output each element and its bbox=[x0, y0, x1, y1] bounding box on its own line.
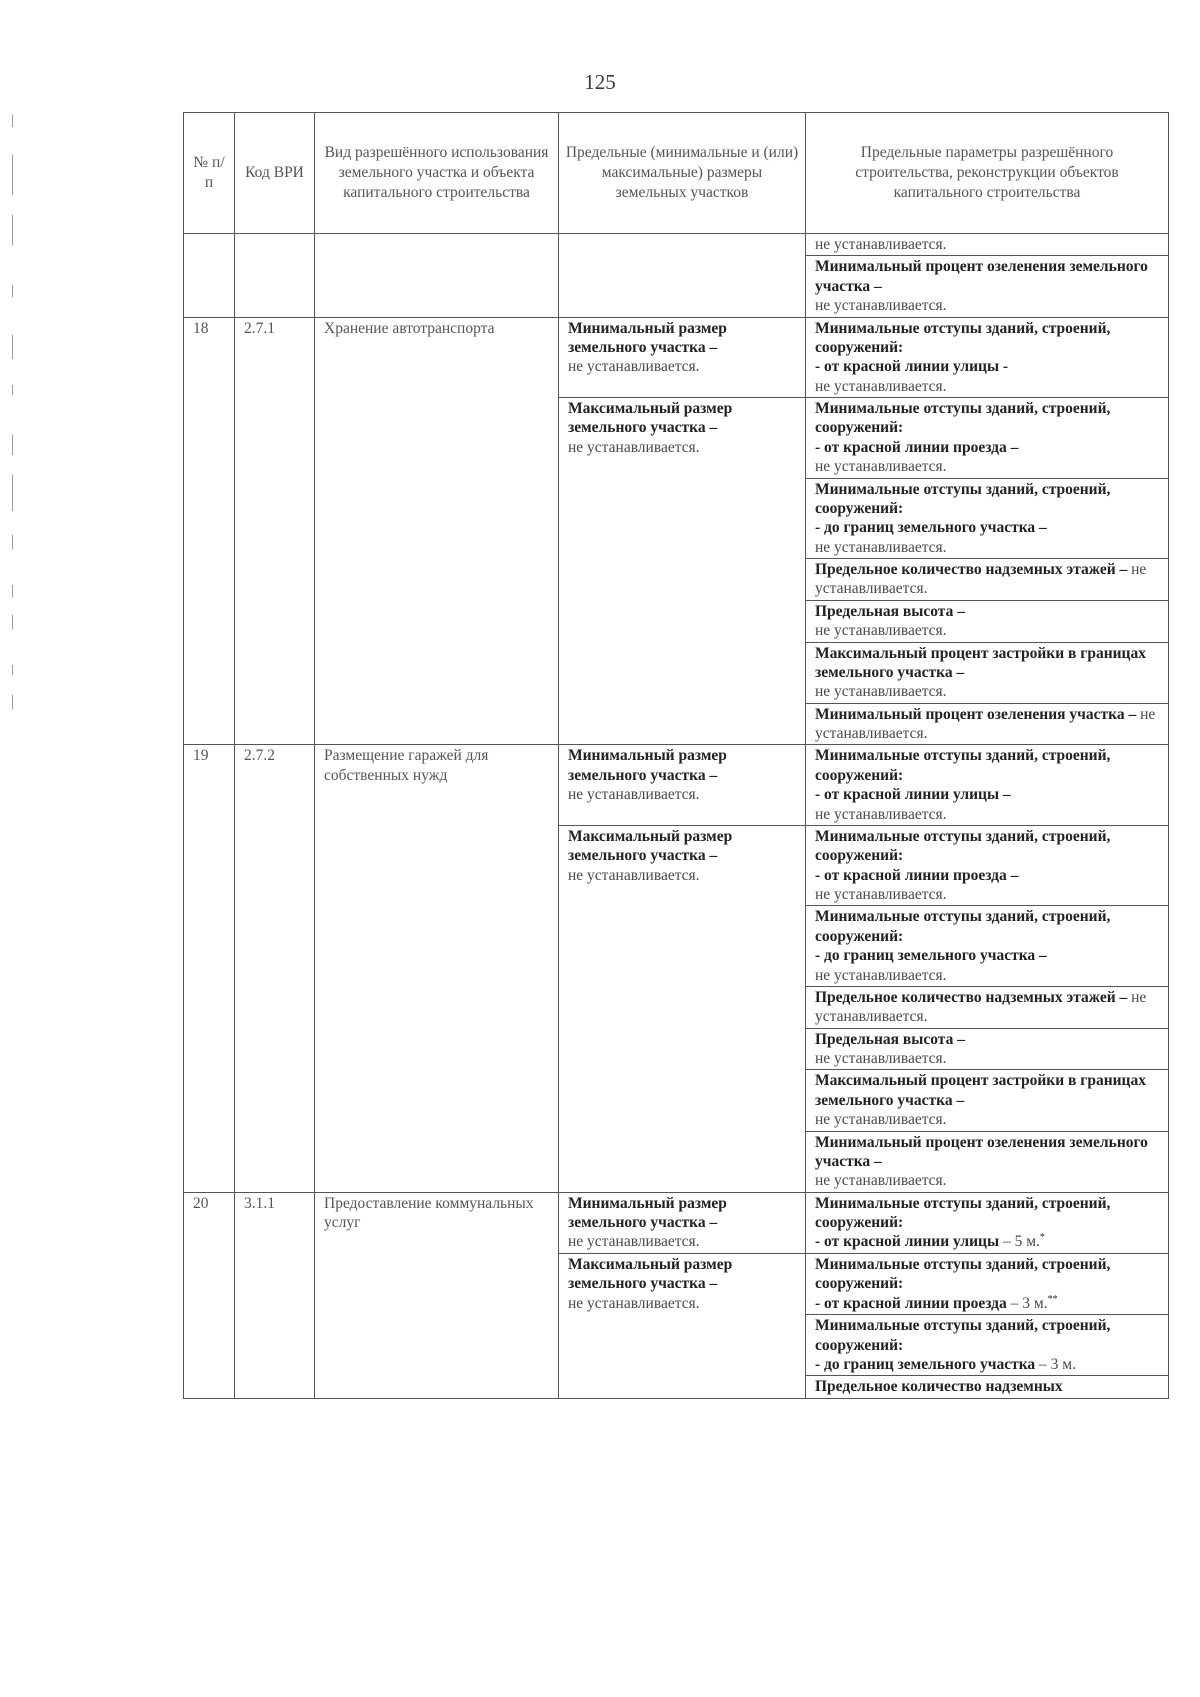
table-row bbox=[184, 745, 1169, 826]
cell-num bbox=[184, 234, 235, 318]
cell-name bbox=[315, 234, 559, 318]
table-header-row bbox=[184, 113, 1169, 234]
cell-param: Предельное количество надземных этажей – не устанавливается. bbox=[806, 986, 1169, 1028]
cell-land-size: Максимальный размер земельного участка – не устанавливается. bbox=[559, 825, 806, 1192]
cell-name: Размещение гаражей для собственных нужд bbox=[315, 745, 559, 1192]
cell-num: 18 bbox=[184, 317, 235, 745]
cell-param: Минимальные отступы зданий, строений, сооружений: - от красной линии проезда – 3 м.** bbox=[806, 1253, 1169, 1314]
cell-param: Предельная высота – не устанавливается. bbox=[806, 600, 1169, 642]
cell-code: 2.7.1 bbox=[235, 317, 315, 745]
header-num: № п/п bbox=[184, 113, 235, 234]
cell-name: Хранение автотранспорта bbox=[315, 317, 559, 745]
cell-param: Минимальные отступы зданий, строений, сооружений: - от красной линии проезда – не устанавливается. bbox=[806, 398, 1169, 479]
cell-param: Минимальные отступы зданий, строений, сооружений: - от красной линии проезда – не устанавливается. bbox=[806, 825, 1169, 906]
cell-land-size: Минимальный размер земельного участка – не устанавливается. bbox=[559, 317, 806, 398]
cell-param: Минимальный процент озеленения земельного участка – не устанавливается. bbox=[806, 1131, 1169, 1192]
cell-num: 20 bbox=[184, 1192, 235, 1398]
cell-param: Минимальный процент озеленения земельного участка – не устанавливается. bbox=[806, 256, 1169, 317]
cell-param: не устанавливается. bbox=[806, 234, 1169, 256]
cell-land-size: Максимальный размер земельного участка – не устанавливается. bbox=[559, 398, 806, 745]
page-number: 125 bbox=[584, 70, 616, 94]
cell-code: 3.1.1 bbox=[235, 1192, 315, 1398]
zoning-parameters-table bbox=[183, 112, 1169, 1399]
cell-param: Минимальный процент озеленения участка – не устанавливается. bbox=[806, 703, 1169, 745]
cell-name: Предоставление коммунальных услуг bbox=[315, 1192, 559, 1398]
cell-param: Минимальные отступы зданий, строений, сооружений: - до границ земельного участка – не устанавливается. bbox=[806, 906, 1169, 987]
header-build-params: Предельные параметры разрешённого строительства, реконструкции объектов капитального строительства bbox=[806, 113, 1169, 234]
cell-land-size: Максимальный размер земельного участка – не устанавливается. bbox=[559, 1253, 806, 1398]
cell-param: Максимальный процент застройки в границах земельного участка – не устанавливается. bbox=[806, 642, 1169, 703]
cell-param: Предельная высота – не устанавливается. bbox=[806, 1028, 1169, 1070]
cell-code bbox=[235, 234, 315, 318]
table-row bbox=[184, 1192, 1169, 1253]
table-row bbox=[184, 234, 1169, 256]
cell-param: Минимальные отступы зданий, строений, сооружений: - от красной линии улицы – 5 м.* bbox=[806, 1192, 1169, 1253]
cell-code: 2.7.2 bbox=[235, 745, 315, 1192]
header-code: Код ВРИ bbox=[235, 113, 315, 234]
cell-land-size: Минимальный размер земельного участка – не устанавливается. bbox=[559, 1192, 806, 1253]
cell-land-size: Минимальный размер земельного участка – не устанавливается. bbox=[559, 745, 806, 826]
header-land-size: Предельные (минимальные и (или) максимальные) размеры земельных участков bbox=[559, 113, 806, 234]
table-row bbox=[184, 317, 1169, 398]
scan-artifact-marks bbox=[12, 115, 15, 715]
cell-param: Минимальные отступы зданий, строений, сооружений: - до границ земельного участка – не устанавливается. bbox=[806, 478, 1169, 559]
cell-num: 19 bbox=[184, 745, 235, 1192]
cell-param: Предельное количество надземных bbox=[806, 1376, 1169, 1398]
cell-param: Предельное количество надземных этажей – не устанавливается. bbox=[806, 559, 1169, 601]
cell-param: Максимальный процент застройки в границах земельного участка – не устанавливается. bbox=[806, 1070, 1169, 1131]
cell-param: Минимальные отступы зданий, строений, сооружений: - от красной линии улицы – не устанавливается. bbox=[806, 745, 1169, 826]
cell-param: Минимальные отступы зданий, строений, сооружений: - до границ земельного участка – 3 м. bbox=[806, 1315, 1169, 1376]
header-vri: Вид разрешённого использования земельного участка и объекта капитального строительства bbox=[315, 113, 559, 234]
cell-param: Минимальные отступы зданий, строений, сооружений: - от красной линии улицы - не устанавливается. bbox=[806, 317, 1169, 398]
cell-land-size bbox=[559, 234, 806, 318]
